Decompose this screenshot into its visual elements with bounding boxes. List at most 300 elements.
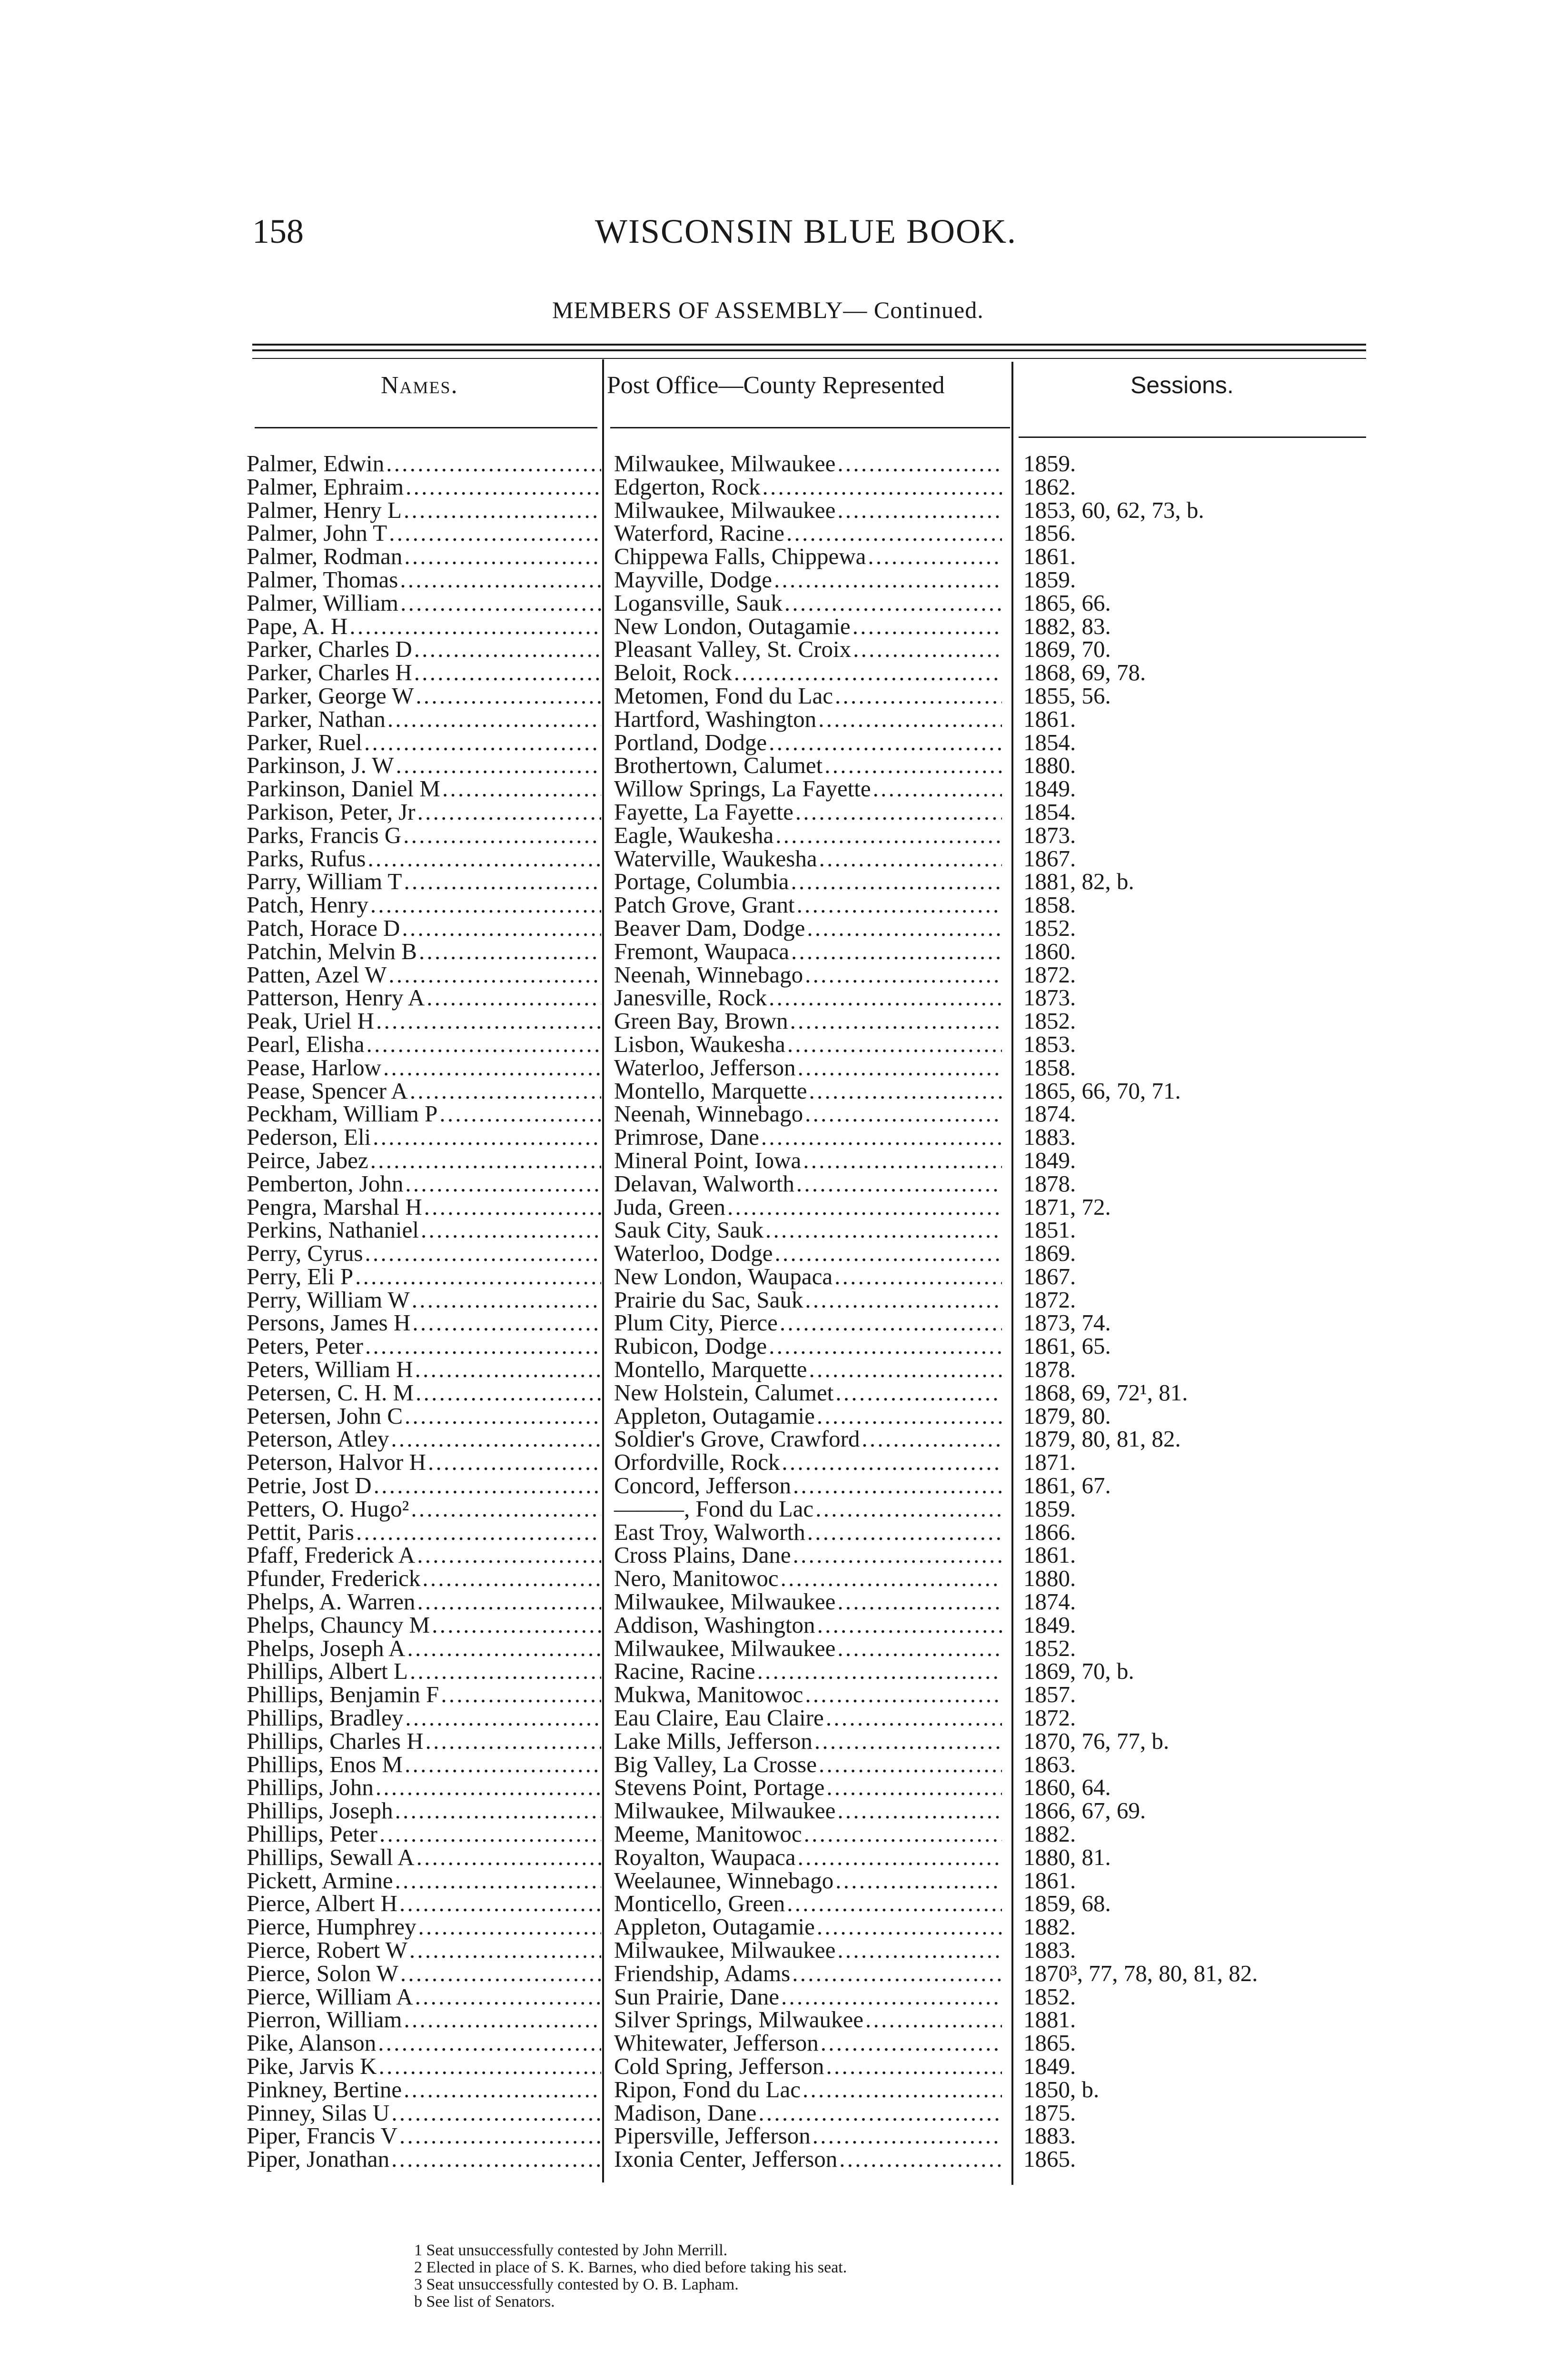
table-row: [0, 1985, 1546, 2009]
dot-leader: [815, 1405, 1002, 1428]
post-office-county: Fremont, Waupaca: [614, 938, 789, 964]
post-office-county: Rubicon, Dodge: [614, 1333, 767, 1359]
dot-leader: [426, 1451, 601, 1474]
dot-leader: [789, 870, 1002, 893]
member-name: Phillips, Benjamin F: [247, 1681, 439, 1708]
dot-leader: [420, 1567, 601, 1590]
post-office-county: East Troy, Walworth: [614, 1518, 805, 1545]
table-row: [0, 1660, 1546, 1683]
member-name: Phillips, John: [247, 1774, 374, 1801]
dot-leader: [386, 963, 601, 987]
post-office-cell: [614, 2008, 1002, 2032]
post-office-cell: [614, 1474, 1002, 1497]
dot-leader: [780, 1451, 1002, 1474]
dot-leader: [832, 1265, 1002, 1289]
dot-leader: [759, 1126, 1002, 1149]
sessions-cell: 1882.: [1023, 1914, 1076, 1940]
post-office-cell: [614, 870, 1002, 893]
sessions-cell: 1871.: [1023, 1449, 1076, 1476]
member-name-cell: [247, 1033, 601, 1056]
member-name: Pickett, Armine: [247, 1867, 393, 1894]
member-name-cell: [247, 496, 601, 523]
member-name-cell: [247, 1518, 601, 1545]
post-office-cell: [614, 1358, 1002, 1381]
dot-leader: [376, 2032, 601, 2055]
member-name-cell: [247, 1381, 601, 1405]
member-name: Perkins, Nathaniel: [247, 1217, 419, 1243]
sessions-cell: 1872.: [1023, 961, 1076, 988]
post-office-cell: [614, 1242, 1002, 1265]
members-table-body: [0, 452, 1546, 2171]
sessions-cell: 1865.: [1023, 2030, 1076, 2056]
member-name-cell: [247, 2099, 601, 2126]
post-office-cell: [614, 1637, 1002, 1660]
member-name: Pengra, Marshal H: [247, 1193, 422, 1220]
member-name: Phillips, Bradley: [247, 1705, 404, 1731]
member-name-cell: [247, 2078, 601, 2102]
dot-leader: [404, 476, 601, 499]
sessions-cell: 1865.: [1023, 2146, 1076, 2172]
member-name: Palmer, Rodman: [247, 543, 403, 570]
dot-leader: [416, 1915, 602, 1939]
member-name-cell: [247, 1823, 601, 1846]
table-row: [0, 1869, 1546, 1893]
dot-leader: [372, 1474, 601, 1497]
header-underline-post: [610, 427, 1010, 428]
table-row: [0, 1265, 1546, 1289]
member-name: Phillips, Enos M: [247, 1751, 403, 1777]
post-office-county: Racine, Racine: [614, 1658, 755, 1685]
dot-leader: [387, 522, 601, 545]
post-office-cell: [614, 661, 1002, 684]
table-row: [0, 1033, 1546, 1056]
post-office-county: Patch Grove, Grant: [614, 892, 795, 918]
table-row: [0, 2148, 1546, 2171]
sessions-cell: 1868, 69, 78.: [1023, 659, 1146, 686]
dot-leader: [389, 2102, 601, 2125]
post-office-cell: [614, 589, 1002, 616]
member-name: Pederson, Eli: [247, 1124, 371, 1150]
sessions-cell: 1872.: [1023, 1286, 1076, 1313]
post-office-cell: [614, 1706, 1002, 1730]
sessions-cell: 1852.: [1023, 1008, 1076, 1034]
dot-leader: [413, 1358, 601, 1381]
dot-leader: [815, 1614, 1002, 1637]
sessions-cell: 1869.: [1023, 1240, 1076, 1267]
table-row: [0, 568, 1546, 592]
dot-leader: [353, 1265, 601, 1289]
member-name-cell: [247, 1265, 601, 1289]
sessions-cell: 1849.: [1023, 1611, 1076, 1638]
sessions-cell: 1882, 83.: [1023, 613, 1111, 639]
dot-leader: [409, 1497, 601, 1521]
table-row: [0, 1056, 1546, 1080]
post-office-cell: [614, 777, 1002, 801]
member-name: Peters, Peter: [247, 1333, 363, 1359]
table-row: [0, 1637, 1546, 1660]
dot-leader: [801, 2078, 1002, 2102]
table-row: [0, 545, 1546, 568]
member-name-cell: [247, 589, 601, 616]
member-name: Persons, James H: [247, 1309, 411, 1336]
dot-leader: [860, 1428, 1002, 1451]
footnote-2: 2 Elected in place of S. K. Barnes, who died before taking his seat.: [414, 2259, 847, 2276]
post-office-county: Neenah, Winnebago: [614, 961, 803, 988]
table-row: [0, 754, 1546, 777]
sessions-cell: 1862.: [1023, 473, 1076, 500]
post-office-cell: [614, 2032, 1002, 2055]
table-row: [0, 1706, 1546, 1730]
dot-leader: [402, 2008, 601, 2032]
post-office-county: Hartford, Washington: [614, 705, 817, 732]
sessions-cell: 1874.: [1023, 1101, 1076, 1127]
dot-leader: [424, 1730, 601, 1753]
member-name-cell: [247, 1544, 601, 1567]
post-office-county: New London, Waupaca: [614, 1263, 833, 1289]
post-office-cell: [614, 1451, 1002, 1474]
member-name-cell: [247, 1869, 601, 1893]
dot-leader: [863, 2008, 1002, 2032]
post-office-county: Lisbon, Waukesha: [614, 1031, 785, 1057]
member-name-cell: [247, 1915, 601, 1939]
dot-leader: [773, 824, 1002, 847]
member-name: Petters, O. Hugo²: [247, 1495, 409, 1522]
dot-leader: [415, 1846, 601, 1869]
table-row: [0, 1172, 1546, 1196]
table-row: [0, 731, 1546, 754]
header-underline-names: [255, 427, 597, 428]
dot-leader: [871, 777, 1002, 801]
post-office-county: Beloit, Rock: [614, 659, 732, 686]
post-office-county: Big Valley, La Crosse: [614, 1751, 817, 1777]
post-office-cell: [614, 1010, 1002, 1033]
member-name-cell: [247, 847, 601, 871]
sessions-cell: 1869, 70.: [1023, 636, 1111, 663]
post-office-cell: [614, 1660, 1002, 1683]
post-office-cell: [614, 452, 1002, 476]
table-row: [0, 1497, 1546, 1521]
dot-leader: [793, 801, 1002, 824]
sessions-cell: 1870, 76, 77, b.: [1023, 1727, 1169, 1754]
table-row: [0, 1010, 1546, 1033]
member-name-cell: [247, 1727, 601, 1754]
sessions-cell: 1881, 82, b.: [1023, 868, 1134, 895]
dot-leader: [397, 2124, 601, 2148]
dot-leader: [791, 1544, 1002, 1567]
sessions-cell: 1860.: [1023, 938, 1076, 964]
dot-leader: [779, 1985, 1002, 2009]
post-office-cell: [614, 1381, 1002, 1405]
member-name: Piper, Jonathan: [247, 2146, 390, 2172]
sessions-cell: 1852.: [1023, 1635, 1076, 1661]
member-name-cell: [247, 1077, 601, 1104]
dot-leader: [802, 1823, 1002, 1846]
member-name-cell: [247, 1286, 601, 1313]
member-name: Pierron, William: [247, 2006, 402, 2033]
member-name-cell: [247, 1706, 601, 1730]
sessions-cell: 1850, b.: [1023, 2076, 1100, 2102]
sessions-cell: 1861.: [1023, 1542, 1076, 1568]
table-row: [0, 963, 1546, 987]
dot-leader: [365, 1033, 601, 1056]
post-office-county: Friendship, Adams: [614, 1960, 791, 1986]
member-name: Pike, Jarvis K: [247, 2053, 377, 2079]
table-row: [0, 1149, 1546, 1172]
post-office-county: Silver Springs, Milwaukee: [614, 2006, 863, 2033]
sessions-cell: 1853, 60, 62, 73, b.: [1023, 496, 1204, 523]
dot-leader: [363, 1335, 601, 1358]
post-office-cell: [614, 1869, 1002, 1893]
top-double-rule-2: [252, 349, 1366, 351]
post-office-county: Milwaukee, Milwaukee: [614, 450, 836, 476]
table-row: [0, 589, 1546, 616]
member-name-cell: [247, 1428, 601, 1451]
table-row: [0, 1823, 1546, 1846]
member-name: Peak, Uriel H: [247, 1008, 375, 1034]
member-name: Petersen, C. H. M: [247, 1379, 414, 1406]
member-name-cell: [247, 1660, 601, 1683]
dot-leader: [408, 1080, 601, 1103]
sessions-cell: 1861, 67.: [1023, 1472, 1111, 1499]
member-name: Petrie, Jost D: [247, 1472, 372, 1499]
dot-leader: [374, 1010, 601, 1033]
post-office-cell: [614, 545, 1002, 568]
table-row: [0, 522, 1546, 545]
post-office-cell: [614, 1962, 1002, 1985]
sessions-cell: 1867.: [1023, 845, 1076, 872]
post-office-cell: [614, 615, 1002, 638]
post-office-cell: [614, 798, 1002, 825]
dot-leader: [393, 1799, 601, 1823]
sessions-cell: 1881.: [1023, 2006, 1076, 2033]
member-name: Pierce, Albert H: [247, 1890, 398, 1917]
member-name: Phillips, Charles H: [247, 1727, 424, 1754]
dot-leader: [430, 1614, 601, 1637]
table-row: [0, 1102, 1546, 1126]
sessions-cell: 1853.: [1023, 1031, 1076, 1057]
member-name-cell: [247, 1683, 601, 1706]
dot-leader: [763, 1219, 1002, 1242]
post-office-column-header: Post Office—County Represented: [607, 372, 945, 399]
table-row: [0, 473, 1546, 500]
dot-leader: [414, 684, 601, 708]
post-office-cell: [614, 496, 1002, 523]
dot-leader: [398, 592, 601, 615]
dot-leader: [866, 545, 1002, 568]
member-name: Parker, Charles H: [247, 659, 412, 686]
member-name: Peckham, William P: [247, 1101, 438, 1127]
dot-leader: [824, 1776, 1002, 1799]
sessions-cell: 1867.: [1023, 1263, 1076, 1289]
post-office-county: ———, Fond du Lac: [614, 1495, 814, 1522]
dot-leader: [439, 1683, 601, 1706]
top-double-rule-1: [252, 344, 1366, 346]
sessions-cell: 1882.: [1023, 1821, 1076, 1847]
post-office-county: Royalton, Waupaca: [614, 1844, 796, 1870]
table-row: [0, 1776, 1546, 1799]
member-name-cell: [247, 1637, 601, 1660]
sessions-cell: 1869, 70, b.: [1023, 1658, 1134, 1685]
dot-leader: [791, 1474, 1002, 1497]
post-office-cell: [614, 1265, 1002, 1289]
sessions-cell: 1860, 64.: [1023, 1774, 1111, 1801]
member-name-cell: [247, 1590, 601, 1614]
dot-leader: [440, 777, 601, 801]
dot-leader: [801, 1149, 1002, 1172]
member-name: Pettit, Paris: [247, 1518, 354, 1545]
post-office-county: Metomen, Fond du Lac: [614, 682, 833, 709]
member-name: Pearl, Elisha: [247, 1031, 365, 1057]
post-office-county: Madison, Dane: [614, 2099, 757, 2126]
post-office-county: Janesville, Rock: [614, 984, 767, 1011]
dot-leader: [402, 2078, 601, 2102]
dot-leader: [819, 2032, 1002, 2055]
sessions-cell: 1879, 80, 81, 82.: [1023, 1426, 1181, 1452]
post-office-cell: [614, 1172, 1002, 1196]
post-office-cell: [614, 1033, 1002, 1056]
member-name: Parker, Charles D: [247, 636, 412, 663]
post-office-cell: [614, 731, 1002, 754]
post-office-cell: [614, 1219, 1002, 1242]
table-row: [0, 986, 1546, 1010]
post-office-county: Plum City, Pierce: [614, 1309, 778, 1336]
post-office-county: New Holstein, Calumet: [614, 1379, 834, 1406]
table-row: [0, 452, 1546, 476]
post-office-county: Appleton, Outagamie: [614, 1914, 815, 1940]
member-name-cell: [247, 473, 601, 500]
sessions-cell: 1854.: [1023, 798, 1076, 825]
member-name-cell: [247, 986, 601, 1010]
member-name-cell: [247, 1149, 601, 1172]
member-name-cell: [247, 1753, 601, 1776]
table-row: [0, 1753, 1546, 1776]
post-office-cell: [614, 1402, 1002, 1429]
member-name: Palmer, William: [247, 589, 399, 616]
dot-leader: [773, 1242, 1002, 1265]
dot-leader: [795, 893, 1002, 917]
member-name: Parkinson, Daniel M: [247, 775, 440, 802]
table-row: [0, 798, 1546, 825]
dot-leader: [835, 1799, 1002, 1823]
sessions-cell: 1871, 72.: [1023, 1193, 1111, 1220]
dot-leader: [756, 2102, 1002, 2125]
post-office-cell: [614, 473, 1002, 500]
post-office-cell: [614, 1497, 1002, 1521]
footnote-b: b See list of Senators.: [414, 2293, 555, 2311]
post-office-cell: [614, 1799, 1002, 1823]
dot-leader: [403, 1706, 601, 1730]
post-office-county: Chippewa Falls, Chippewa: [614, 543, 866, 570]
member-name: Pfunder, Frederick: [247, 1565, 421, 1592]
sessions-cell: 1866.: [1023, 1518, 1076, 1545]
sessions-cell: 1879, 80.: [1023, 1402, 1111, 1429]
member-name: Patchin, Melvin B: [247, 938, 417, 964]
dot-leader: [851, 638, 1002, 661]
post-office-county: Mineral Point, Iowa: [614, 1147, 802, 1173]
sessions-cell: 1857.: [1023, 1681, 1076, 1708]
member-name: Phillips, Sewall A: [247, 1844, 415, 1870]
member-name-cell: [247, 1892, 601, 1915]
post-office-cell: [614, 1286, 1002, 1313]
member-name: Patterson, Henry A: [247, 984, 425, 1011]
post-office-county: Edgerton, Rock: [614, 473, 761, 500]
table-row: [0, 2124, 1546, 2148]
member-name-cell: [247, 2148, 601, 2171]
member-name-cell: [247, 2124, 601, 2148]
post-office-cell: [614, 1311, 1002, 1335]
post-office-county: Milwaukee, Milwaukee: [614, 496, 836, 523]
dot-leader: [803, 1683, 1002, 1706]
post-office-county: Pleasant Valley, St. Croix: [614, 636, 852, 663]
post-office-county: Portage, Columbia: [614, 868, 789, 895]
dot-leader: [803, 1102, 1002, 1126]
member-name-cell: [247, 2008, 601, 2032]
post-office-county: Waterloo, Jefferson: [614, 1054, 796, 1081]
member-name: Peterson, Halvor H: [247, 1449, 426, 1476]
dot-leader: [732, 661, 1002, 684]
dot-leader: [755, 1660, 1002, 1683]
dot-leader: [767, 986, 1002, 1010]
sessions-cell: 1880.: [1023, 752, 1076, 779]
dot-leader: [386, 708, 601, 731]
member-name: Pease, Harlow: [247, 1054, 382, 1081]
member-name-cell: [247, 615, 601, 638]
footnote-1: 1 Seat unsuccessfully contested by John Merrill.: [414, 2241, 728, 2259]
post-office-cell: [614, 940, 1002, 963]
post-office-cell: [614, 824, 1002, 847]
dot-leader: [835, 1637, 1002, 1660]
post-office-cell: [614, 847, 1002, 871]
dot-leader: [393, 1869, 601, 1893]
member-name-cell: [247, 1567, 601, 1590]
table-row: [0, 1915, 1546, 1939]
post-office-county: Primrose, Dane: [614, 1124, 759, 1150]
sessions-cell: 1854.: [1023, 729, 1076, 755]
member-name-cell: [247, 940, 601, 963]
dot-leader: [824, 2055, 1002, 2078]
sessions-cell: 1865, 66, 70, 71.: [1023, 1077, 1181, 1104]
post-office-county: Montello, Marquette: [614, 1077, 807, 1104]
dot-leader: [398, 568, 601, 592]
dot-leader: [833, 1381, 1002, 1405]
dot-leader: [833, 1869, 1002, 1893]
post-office-county: Neenah, Winnebago: [614, 1101, 803, 1127]
post-office-county: Cross Plains, Dane: [614, 1542, 791, 1568]
dot-leader: [403, 1753, 601, 1776]
sessions-cell: 1861.: [1023, 1867, 1076, 1894]
dot-leader: [772, 568, 1002, 592]
sessions-cell: 1856.: [1023, 520, 1076, 546]
post-office-cell: [614, 2055, 1002, 2078]
sessions-cell: 1859.: [1023, 566, 1076, 593]
dot-leader: [398, 1962, 601, 1985]
member-name-cell: [247, 1985, 601, 2009]
post-office-county: Stevens Point, Portage: [614, 1774, 825, 1801]
sessions-column-header: Sessions.: [1130, 372, 1234, 398]
dot-leader: [374, 1776, 601, 1799]
table-row: [0, 1242, 1546, 1265]
member-name-cell: [247, 731, 601, 754]
table-row: [0, 1518, 1546, 1545]
sessions-cell: 1849.: [1023, 1147, 1076, 1173]
dot-leader: [408, 1660, 601, 1683]
post-office-county: Logansville, Sauk: [614, 589, 783, 616]
table-row: [0, 777, 1546, 801]
table-row: [0, 1799, 1546, 1823]
dot-leader: [362, 731, 601, 754]
post-office-county: Green Bay, Brown: [614, 1008, 788, 1034]
dot-leader: [788, 1010, 1002, 1033]
